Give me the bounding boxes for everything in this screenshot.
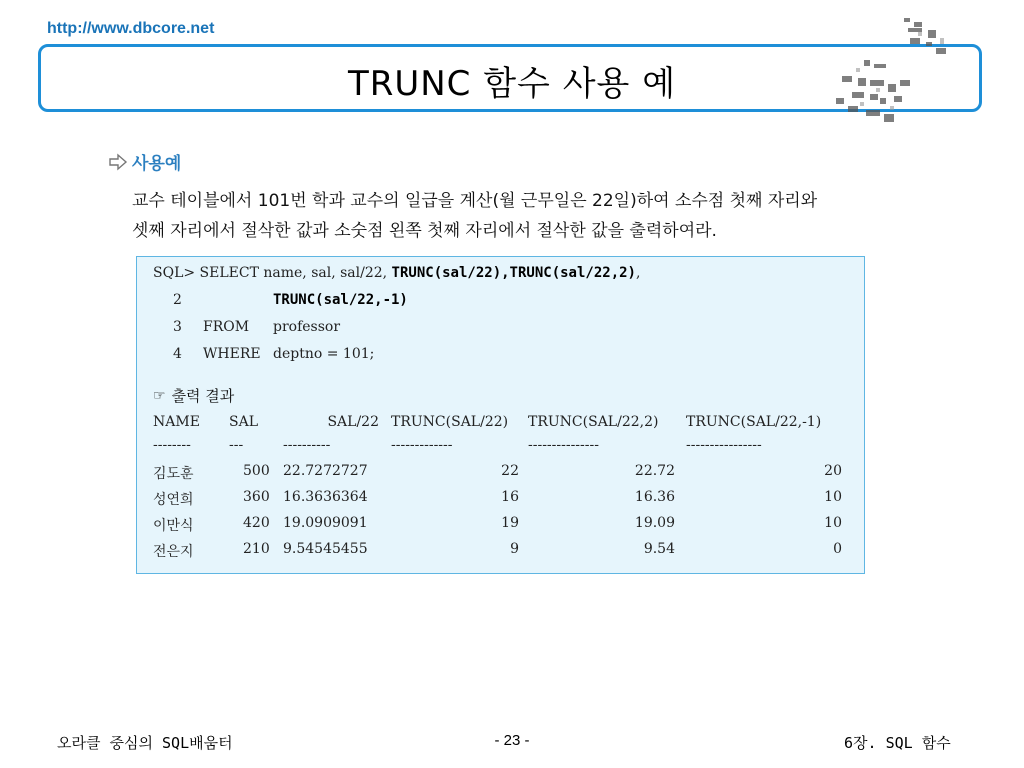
footer-book-title: 오라클 중심의 SQL배움터 — [57, 734, 233, 752]
column-header: SAL/22 — [327, 414, 379, 430]
cell-trunc: 22 — [501, 463, 519, 479]
sql-value: professor — [273, 319, 341, 335]
cell-sal22: 16.3636364 — [283, 489, 368, 505]
column-header: SAL — [229, 414, 258, 430]
description-line: 셋째 자리에서 절삭한 값과 소숫점 왼쪽 첫째 자리에서 절삭한 값을 출력하여라. — [132, 221, 717, 241]
column-separator: ---------- — [283, 437, 331, 453]
cell-trunc: 9 — [510, 541, 519, 557]
sql-line-1 — [153, 265, 640, 281]
footer-chapter: 6장. SQL 함수 — [844, 734, 951, 752]
sql-line-number: 3 — [173, 319, 182, 335]
cell-sal: 360 — [243, 489, 270, 505]
section-heading-label: 사용예 — [132, 154, 182, 174]
description-line: 교수 테이블에서 101번 학과 교수의 일급을 계산(월 근무일은 22일)하여 소수점 첫째 자리와 — [132, 191, 818, 211]
cell-trunc2: 22.72 — [634, 463, 675, 479]
description — [132, 186, 932, 246]
cell-name: 성연희 — [153, 492, 194, 508]
section-heading — [108, 149, 181, 174]
sql-value: deptno = 101; — [273, 346, 375, 362]
cell-trunc-1: 20 — [824, 463, 842, 479]
cell-sal: 210 — [243, 541, 270, 557]
column-separator: --------------- — [528, 437, 599, 453]
cell-trunc: 19 — [501, 515, 519, 531]
result-heading — [153, 385, 234, 406]
sql-keyword: FROM — [203, 319, 250, 335]
sql-bold-text: TRUNC(sal/22),TRUNC(sal/22,2) — [391, 265, 636, 281]
cell-trunc-1: 0 — [833, 541, 842, 557]
column-header: NAME — [153, 414, 200, 430]
decorative-logo-icon — [830, 18, 960, 130]
sql-text: SQL> SELECT name, sal, sal/22, — [153, 265, 392, 281]
sql-line-number: 2 — [173, 292, 182, 308]
column-separator: --- — [229, 437, 244, 453]
cell-trunc2: 9.54 — [643, 541, 675, 557]
column-separator: ------------- — [391, 437, 453, 453]
cell-name: 전은지 — [153, 544, 194, 560]
column-header: TRUNC(SAL/22,-1) — [686, 414, 822, 430]
cell-trunc2: 19.09 — [634, 515, 675, 531]
page-title: TRUNC 함수 사용 예 — [347, 64, 677, 104]
sql-line-number: 4 — [173, 346, 182, 362]
cell-sal22: 9.54545455 — [283, 541, 368, 557]
column-separator: -------- — [153, 437, 191, 453]
page-number: - 23 - — [494, 732, 530, 749]
cell-sal22: 22.7272727 — [283, 463, 368, 479]
cell-sal: 500 — [243, 463, 270, 479]
sql-line-2 — [273, 292, 408, 308]
result-heading-label: 출력 결과 — [171, 387, 235, 405]
sql-keyword: WHERE — [203, 346, 261, 362]
cell-trunc2: 16.36 — [634, 489, 675, 505]
sql-example-box — [136, 256, 865, 574]
cell-trunc-1: 10 — [824, 489, 842, 505]
sql-bold-text: TRUNC(sal/22,-1) — [273, 292, 408, 308]
cell-name: 이만식 — [153, 518, 194, 534]
pointing-hand-icon: ☞ — [153, 387, 166, 404]
cell-sal22: 19.0909091 — [283, 515, 368, 531]
sql-text: , — [635, 265, 641, 281]
column-header: TRUNC(SAL/22,2) — [528, 414, 659, 430]
cell-trunc-1: 10 — [824, 515, 842, 531]
column-header: TRUNC(SAL/22) — [391, 414, 509, 430]
cell-sal: 420 — [243, 515, 270, 531]
arrow-right-icon — [108, 152, 128, 172]
column-separator: ---------------- — [686, 437, 762, 453]
site-url: http://www.dbcore.net — [47, 20, 215, 37]
cell-name: 김도훈 — [153, 466, 194, 482]
cell-trunc: 16 — [501, 489, 519, 505]
